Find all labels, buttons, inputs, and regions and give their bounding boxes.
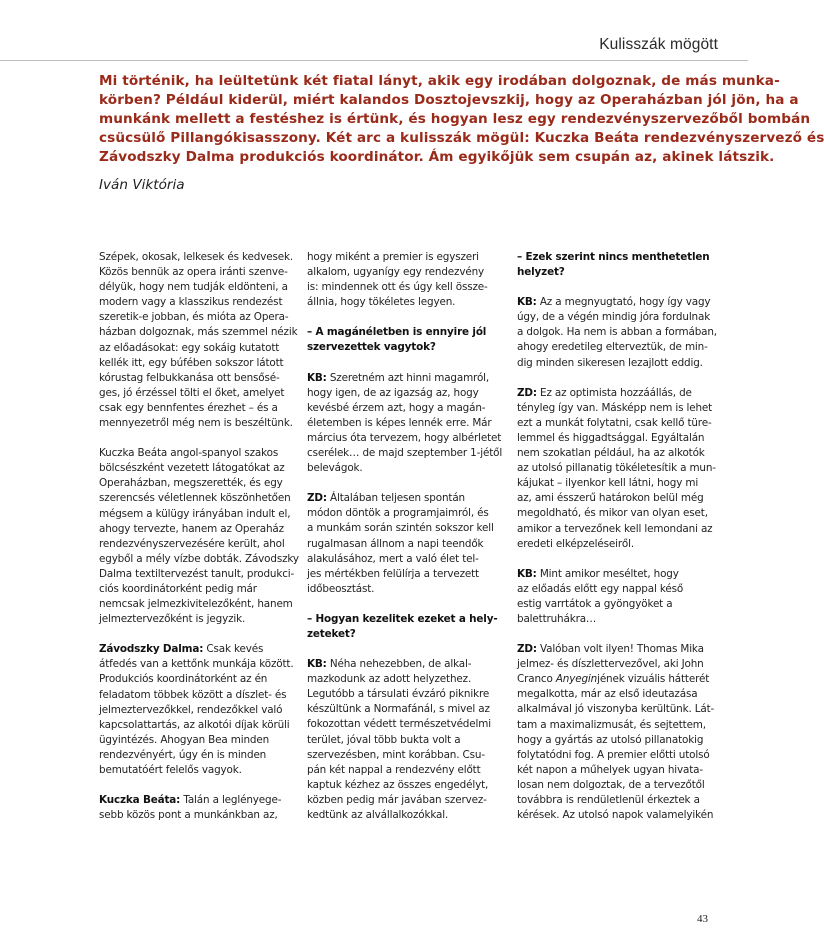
text-line: Szépek, okosak, lelkesek és kedvesek. xyxy=(99,251,294,263)
text-line: készültünk a Normafánál, s mivel az xyxy=(307,703,490,716)
column-2 xyxy=(307,250,507,838)
text-line: rugalmasan állnom a napi teendők xyxy=(307,537,484,550)
speaker-initials: KB: xyxy=(307,658,327,671)
text-run: Csak kevés xyxy=(203,643,264,656)
text-line xyxy=(517,642,712,657)
text-line: állnia, hogy tökéletes legyen. xyxy=(307,296,456,309)
paragraph xyxy=(99,793,299,823)
text-line: Dalma textiltervezést tanult, produkci- xyxy=(99,567,295,580)
text-run: Néha nehezebben, de alkal- xyxy=(326,658,472,671)
interview-question xyxy=(307,325,507,355)
text-line: két napon a műhelyek ugyan hivata- xyxy=(517,763,703,776)
speaker-initials: KB: xyxy=(517,567,537,580)
text-line: közben pedig már javában szervez- xyxy=(307,793,487,806)
text-line: amikor a tervezőnek kell lemondani az xyxy=(517,522,713,535)
text-line: dig minden sikeresen lezajlott eddig. xyxy=(517,356,703,369)
column-3 xyxy=(517,250,717,838)
text-line: tényleg így van. Másképp nem is lehet xyxy=(517,401,713,414)
text-line: helyzet? xyxy=(517,266,565,279)
text-line: feladatom többek között a díszlet- és xyxy=(99,688,287,701)
work-title: Anyegin xyxy=(555,673,598,686)
text-line: a dolgok. Ha nem is abban a formában, xyxy=(517,326,717,339)
text-line: kapcsolattartás, az alkotói díjak körüli xyxy=(99,718,290,731)
text-line: jelmeztervezőként is jegyzik. xyxy=(99,613,246,626)
text-run: Ez az optimista hozzáállás, de xyxy=(536,386,692,399)
text-line: ciós koordinátorként pedig már xyxy=(99,582,257,595)
text-line: a munkám során szintén sokszor kell xyxy=(307,522,494,535)
page-number: 43 xyxy=(697,913,708,925)
text-line: alkalom, ugyanígy egy rendezvény xyxy=(307,266,485,279)
text-line: kaptuk kézhez az összes engedélyt, xyxy=(307,778,489,791)
text-line: Produkciós koordinátorként az én xyxy=(99,673,268,686)
text-line: bölcsészként vezetett látogatókat az xyxy=(99,462,285,475)
paragraph xyxy=(307,491,507,597)
text-line: Kuczka Beáta angol-spanyol szakos xyxy=(99,447,279,460)
text-line: az, ami ésszerű határokon belül még xyxy=(517,492,704,505)
paragraph xyxy=(99,642,299,778)
text-line: nem szokatlan például, ha az alkotók xyxy=(517,447,705,460)
text-line xyxy=(517,386,712,401)
text-line: hogy a gyártás az utolsó pillanatokig xyxy=(517,733,704,746)
lead-line: Závodszky Dalma produkciós koordinátor. Ám egyikőjük sem csupán az, akinek látszik. xyxy=(99,149,775,165)
text-run: Mint amikor meséltet, hogy xyxy=(536,567,679,580)
text-line: március óta tervezem, hogy albérletet xyxy=(307,431,502,444)
text-line: Legutóbb a társulati évzáró piknikre xyxy=(307,688,490,701)
text-line: Operaházban, megszerették, és egy xyxy=(99,477,283,490)
text-line: kedtünk az alvállalkozókkal. xyxy=(307,809,449,821)
text-line xyxy=(99,793,299,808)
text-line: szerencsés véletlennek köszönhetően xyxy=(99,492,291,505)
paragraph xyxy=(517,567,712,627)
text-line: hogy miként a premier is egyszeri xyxy=(307,251,479,263)
text-line: egyből a mély vízbe dobták. Závodszky xyxy=(99,552,299,565)
lead-line: körben? Például kiderül, miért kalandos Dosztojevszkij, hogy az Operaházban jól jön, ha a xyxy=(99,92,799,108)
text-line: is: mindennek ott és úgy kell össze- xyxy=(307,281,488,294)
text-line: fokozottan védett természetvédelmi xyxy=(307,718,491,731)
lead-line: Mi történik, ha leültetünk két fiatal lányt, akik egy irodában dolgoznak, de más munka- xyxy=(99,73,780,89)
text-line: házban dolgoznak, más szemmel nézik xyxy=(99,326,298,339)
text-run: Az a megnyugtató, hogy így vagy xyxy=(536,296,711,309)
paragraph xyxy=(307,371,507,477)
text-line: – Hogyan kezelitek ezeket a hely- xyxy=(307,612,498,625)
text-line: – Ezek szerint nincs menthetetlen xyxy=(517,251,710,263)
paragraph xyxy=(517,642,715,823)
text-line: megalkotta, már az első ideutazása xyxy=(517,688,698,701)
speaker-initials: ZD: xyxy=(517,386,537,399)
text-line: kórustag felbukkanása ott bensősé- xyxy=(99,371,280,384)
text-line: kérések. Az utolsó napok valamelyikén xyxy=(517,809,714,822)
text-line: Közös bennük az opera iránti szenve- xyxy=(99,266,288,279)
section-label: Kulisszák mögött xyxy=(599,36,718,53)
paragraph xyxy=(517,386,716,552)
text-line: továbbra is rendületlenül érkeztek a xyxy=(517,794,700,806)
text-line: hogy igen, de az igazság az, hogy xyxy=(307,386,479,399)
text-line: ahogy eredetileg elterveztük, de min- xyxy=(517,341,708,354)
text-line: mennyezetről még nem is beszéltünk. xyxy=(99,417,293,430)
text-run: Általában teljesen spontán xyxy=(326,492,465,505)
interview-question xyxy=(517,250,712,280)
text-line: balettruhákra… xyxy=(517,612,597,625)
text-line: úgy, de a végén mindig jóra fordulnak xyxy=(517,311,711,324)
column-1 xyxy=(99,250,299,838)
text-line: terület, jóval több bukta volt a xyxy=(307,733,461,746)
speaker-name: Závodszky Dalma: xyxy=(99,643,204,656)
text-line: csak egy bennfentes érezhet – és a xyxy=(99,401,278,414)
lead-paragraph xyxy=(99,72,824,167)
text-line: időbeosztást. xyxy=(307,582,375,595)
paragraph xyxy=(99,446,299,627)
text-line: ügyintézés. Ahogyan Bea minden xyxy=(99,733,270,746)
text-line: tam a maximalizmusát, és sejtettem, xyxy=(517,718,706,731)
text-line: megoldható, és mikor van olyan eset, xyxy=(517,507,708,520)
text-line: ahogy tervezte, hanem az Operaház xyxy=(99,522,284,535)
text-line: átfedés van a kettőnk munkája között. xyxy=(99,658,294,671)
text-line xyxy=(307,371,507,386)
text-line: szervezettek vagytok? xyxy=(307,341,436,354)
text-run: Cranco xyxy=(517,673,556,686)
text-line: az utolsó pillanatig tökéletesítik a mun- xyxy=(517,462,716,475)
text-run: jének vizuális hátterét xyxy=(597,673,710,686)
text-line: kevésbé érzem azt, hogy a magán- xyxy=(307,401,486,414)
text-line: alkalmával jó viszonyba kerültünk. Lát- xyxy=(517,703,715,716)
speaker-initials: ZD: xyxy=(517,643,537,656)
text-line: szervezésben, mint korábban. Csu- xyxy=(307,748,485,761)
paragraph xyxy=(307,657,507,823)
text-line: módon döntök a programjaimról, és xyxy=(307,507,489,520)
paragraph xyxy=(307,250,507,310)
text-line xyxy=(307,657,507,672)
text-line: modern vagy a klasszikus rendezést xyxy=(99,296,283,309)
text-line: – A magánéletben is ennyire jól xyxy=(307,326,487,339)
speaker-initials: KB: xyxy=(517,296,537,309)
speaker-initials: ZD: xyxy=(307,492,327,505)
text-line: alakulásához, mert a való élet tel- xyxy=(307,552,479,565)
text-line xyxy=(307,491,507,506)
lead-line: munkánk mellett a festéshez is értünk, és hogyan lesz egy rendezvényszervezőből bombán xyxy=(99,111,811,127)
text-line: estig varrtátok a gyöngyöket a xyxy=(517,597,673,610)
text-line: ges, jó érzéssel tölti el őket, amelyet xyxy=(99,386,285,399)
text-line: kellék itt, egy búfében sokszor látott xyxy=(99,356,284,369)
text-line: jelmez- és díszlettervezővel, aki John xyxy=(517,658,704,671)
text-line: kájukat – ilyenkor kell látni, hogy mi xyxy=(517,477,699,490)
text-line: lemmel és higgadtsággal. Egyáltalán xyxy=(517,431,705,444)
text-run: Valóban volt ilyen! Thomas Mika xyxy=(536,643,704,656)
speaker-initials: KB: xyxy=(307,371,327,384)
text-line xyxy=(517,567,712,582)
text-line: losan nem dolgoztak, de a tervezőtől xyxy=(517,778,705,791)
text-line: cserélek… de majd szeptember 1-jétől xyxy=(307,447,503,460)
text-line: jes mértékben felülírja a tervezett xyxy=(307,567,479,580)
text-line: zeteket? xyxy=(307,627,356,640)
text-line: mazkodunk az adott helyzethez. xyxy=(307,673,472,686)
text-run: Szeretném azt hinni magamról, xyxy=(326,371,490,384)
text-line: rendezvényért, úgy én is minden xyxy=(99,748,267,761)
text-line: ezt a munkát folytatni, csak kellő türe- xyxy=(517,416,712,429)
text-line: az előadás előtt egy nappal késő xyxy=(517,582,684,595)
text-line: eredeti elképzeléseiről. xyxy=(517,537,635,550)
author-byline: Iván Viktória xyxy=(99,177,185,193)
text-run: Talán a leglényege- xyxy=(180,794,282,807)
text-line: rendezvényszervezésére került, ahol xyxy=(99,537,285,550)
text-line xyxy=(517,295,712,310)
text-line: belevágok. xyxy=(307,462,363,475)
text-line: nemcsak jelmezkivitelezőként, hanem xyxy=(99,598,293,611)
text-line: az előadásokat: egy sokáig kutatott xyxy=(99,341,280,354)
text-line: folytatódni fog. A premier előtti utolsó xyxy=(517,748,710,761)
text-line: pán két nappal a rendezvény előtt xyxy=(307,763,481,776)
paragraph xyxy=(517,295,717,370)
text-line: mégsem a külügy irányában indult el, xyxy=(99,507,291,520)
lead-line: csücsülő Pillangókisasszony. Két arc a kulisszák mögül: Kuczka Beáta rendezvényszervező és xyxy=(99,130,824,146)
text-line xyxy=(99,642,299,657)
text-line: sebb közös pont a munkánkban az, xyxy=(99,809,278,822)
text-line: szeretik-e jobban, és mióta az Opera- xyxy=(99,311,289,324)
text-line xyxy=(517,672,712,687)
text-line: jelmeztervezőkkel, rendezőkkel való xyxy=(99,703,283,716)
header-divider xyxy=(0,60,748,61)
interview-question xyxy=(307,612,507,642)
paragraph xyxy=(99,250,299,431)
text-line: bemutatóért felelős vagyok. xyxy=(99,764,242,776)
text-line: délyük, hogy nem tudják eldönteni, a xyxy=(99,281,288,294)
speaker-name: Kuczka Beáta: xyxy=(99,794,181,807)
text-line: életemben is képes lennék erre. Már xyxy=(307,416,492,429)
